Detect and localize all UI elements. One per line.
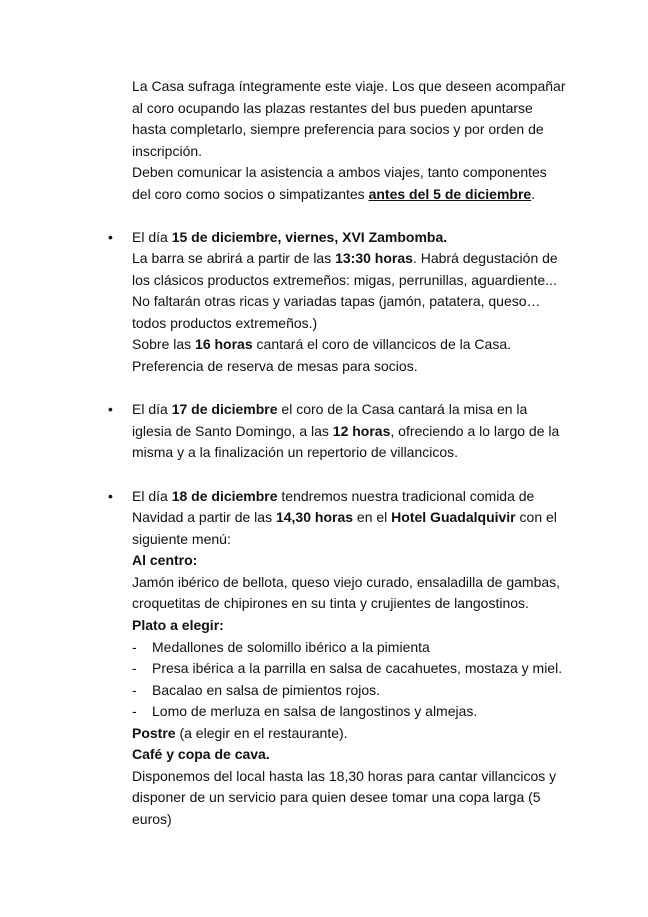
item1-text: Preferencia de reserva de mesas para socios. [132, 358, 418, 374]
item1-line-3 [132, 270, 557, 292]
plato-item [152, 658, 562, 680]
item2-text: misma y a la finalización un repertorio de villancicos. [132, 444, 459, 460]
item2-time: 12 horas [332, 423, 391, 439]
centro-text: croquetitas de chipirones en su tinta y crujientes de langostinos. [132, 595, 529, 611]
item1-text: La barra se abrirá a partir de las [132, 250, 336, 266]
dash-icon: - [132, 682, 137, 698]
item1-line-1 [132, 227, 447, 249]
bullet-icon: • [108, 488, 113, 504]
dash-icon: - [132, 660, 137, 676]
intro-text: . [531, 186, 536, 202]
plato-heading [132, 615, 224, 637]
item1-text: No faltarán otras ricas y variadas tapas (jamón, patatera, queso… [132, 293, 541, 309]
item3-line-2 [132, 507, 557, 529]
item3-line-3 [132, 529, 231, 551]
item1-line-2 [132, 248, 558, 270]
plato-text: Medallones de solomillo ibérico a la pimienta [152, 639, 430, 655]
deadline-text: antes del 5 de diciembre [368, 186, 532, 202]
final-line-3 [132, 809, 172, 831]
item2-line-2 [132, 421, 559, 443]
intro-text: La Casa sufraga íntegramente este viaje. Los que deseen acompañar [132, 78, 566, 94]
final-text: Disponemos del local hasta las 18,30 horas para cantar villancicos y [132, 768, 557, 784]
item3-text: siguiente menú: [132, 531, 231, 547]
item3-text: Navidad a partir de las [132, 509, 276, 525]
item1-line-5 [132, 313, 317, 335]
postre-text: (a elegir en el restaurante). [175, 725, 348, 741]
final-line-1 [132, 766, 556, 788]
cafe-title: Café y copa de cava. [132, 746, 270, 762]
item3-text: en el [353, 509, 392, 525]
item2-text: el coro de la Casa cantará la misa en la [277, 401, 528, 417]
bullet-icon: • [108, 401, 113, 417]
final-line-2 [132, 787, 541, 809]
item2-line-3 [132, 442, 458, 464]
plato-item [152, 680, 380, 702]
item3-text: El día [132, 488, 172, 504]
dash-icon: - [132, 703, 137, 719]
postre-line [132, 723, 348, 745]
plato-text: Bacalao en salsa de pimientos rojos. [152, 682, 381, 698]
item1-line-7 [132, 356, 418, 378]
item1-text: cantará el coro de villancicos de la Casa. [252, 336, 511, 352]
final-text: euros) [132, 811, 172, 827]
item2-date: 17 de diciembre [171, 401, 278, 417]
plato-item [152, 701, 477, 723]
item1-text: El día [132, 229, 172, 245]
item1-text: . Habrá degustación de [412, 250, 558, 266]
intro-text: hasta completarlo, siempre preferencia para socios y por orden de [132, 121, 544, 137]
item1-line-6 [132, 334, 511, 356]
item3-text: tendremos nuestra tradicional comida de [277, 488, 535, 504]
item3-line-1 [132, 486, 534, 508]
intro-line-5 [132, 162, 547, 184]
item1-time: 16 horas [195, 336, 253, 352]
centro-title: Al centro: [132, 552, 198, 568]
item1-text: Sobre las [132, 336, 196, 352]
item1-text: los clásicos productos extremeños: migas, perrunillas, aguardiente... [132, 272, 557, 288]
plato-item [152, 637, 430, 659]
intro-text: Deben comunicar la asistencia a ambos viajes, tanto componentes [132, 164, 547, 180]
intro-line-2 [132, 98, 533, 120]
intro-line-3 [132, 119, 544, 141]
plato-text: Lomo de merluza en salsa de langostinos y almejas. [152, 703, 478, 719]
hotel-name: Hotel Guadalquivir [391, 509, 516, 525]
intro-line-6 [132, 184, 535, 206]
centro-text: Jamón ibérico de bellota, queso viejo curado, ensaladilla de gambas, [132, 574, 561, 590]
cafe-line [132, 744, 270, 766]
item1-line-4 [132, 291, 541, 313]
centro-line-1 [132, 572, 560, 594]
dash-icon: - [132, 639, 137, 655]
item1-heading: 15 de diciembre, viernes, XVI Zambomba. [171, 229, 448, 245]
plato-title: Plato a elegir: [132, 617, 224, 633]
final-text: disponer de un servicio para quien desee tomar una copa larga (5 [132, 789, 541, 805]
intro-line-4 [132, 141, 202, 163]
item1-time: 13:30 horas [335, 250, 413, 266]
bullet-icon: • [108, 229, 113, 245]
item3-time: 14,30 horas [275, 509, 354, 525]
item2-text: , ofreciendo a lo largo de la [390, 423, 560, 439]
intro-line-1 [132, 76, 566, 98]
item2-text: El día [132, 401, 172, 417]
intro-text: del coro como socios o simpatizantes [132, 186, 369, 202]
item3-text: con el [515, 509, 557, 525]
intro-text: inscripción. [132, 143, 203, 159]
item2-text: iglesia de Santo Domingo, a las [132, 423, 333, 439]
intro-text: al coro ocupando las plazas restantes del bus pueden apuntarse [132, 100, 533, 116]
item2-line-1 [132, 399, 527, 421]
item3-date: 18 de diciembre [171, 488, 278, 504]
centro-heading [132, 550, 197, 572]
item1-text: todos productos extremeños.) [132, 315, 318, 331]
postre-title: Postre [132, 725, 176, 741]
plato-text: Presa ibérica a la parrilla en salsa de cacahuetes, mostaza y miel. [152, 660, 563, 676]
centro-line-2 [132, 593, 529, 615]
